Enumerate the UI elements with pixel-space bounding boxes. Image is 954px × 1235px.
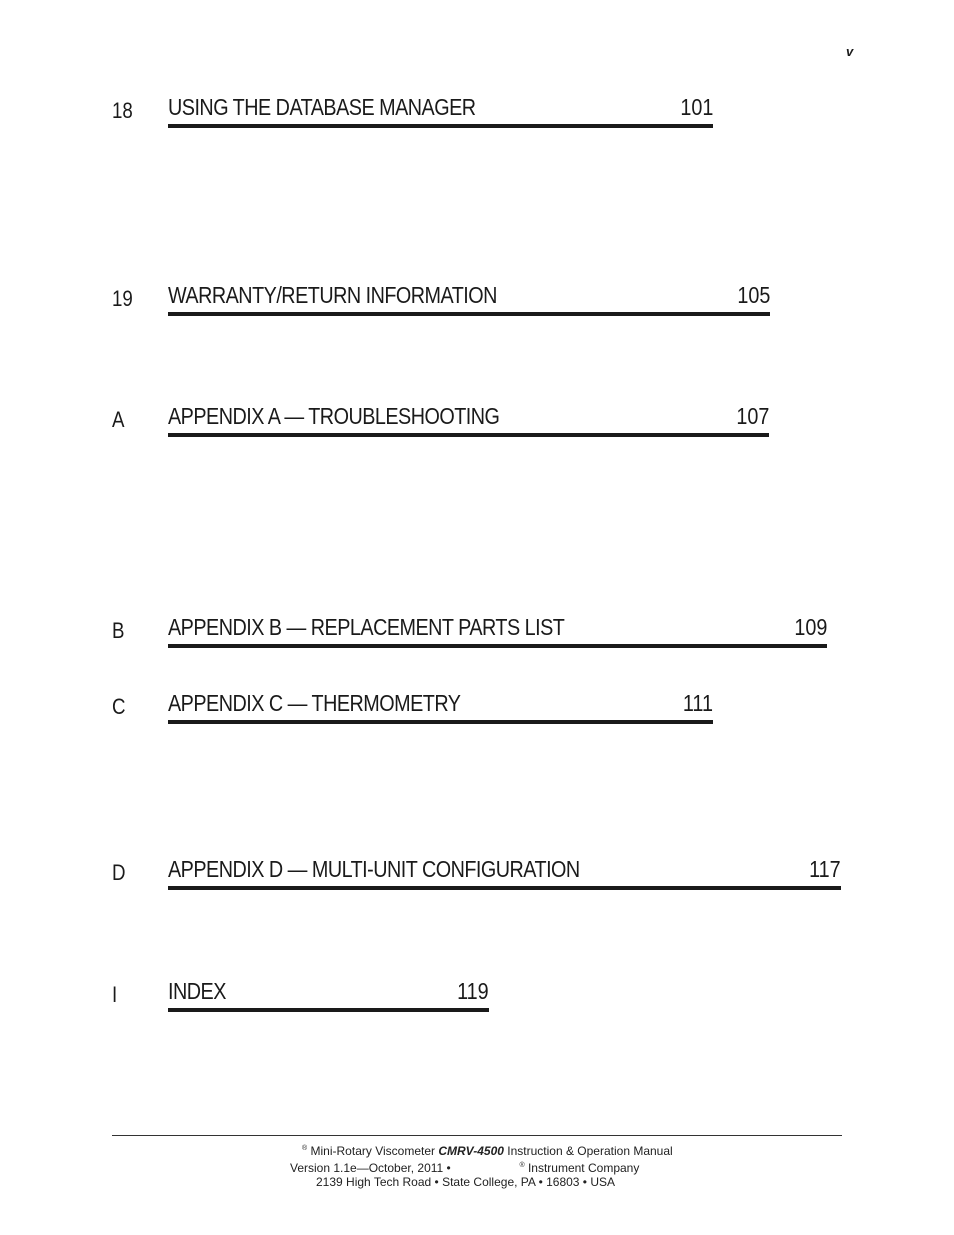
toc-entry-number: 18 <box>112 98 133 123</box>
footer-company: Instrument Company <box>527 1161 640 1175</box>
toc-entry-page: 101 <box>679 94 713 120</box>
toc-entry-title: APPENDIX B — REPLACEMENT PARTS LIST <box>168 614 565 640</box>
toc-entry-rule <box>168 612 827 648</box>
toc-entry-number: D <box>112 860 126 885</box>
registered-mark: ® <box>519 1162 525 1169</box>
toc-entry-title: APPENDIX A — TROUBLESHOOTING <box>168 403 500 429</box>
footer-product: Mini-Rotary Viscometer <box>310 1144 435 1158</box>
footer-manual: Instruction & Operation Manual <box>507 1144 673 1158</box>
toc-entry-page: 111 <box>682 690 713 716</box>
toc-entry-rule <box>168 280 770 316</box>
toc-entry-rule <box>168 401 769 437</box>
toc-entry-rule <box>168 976 489 1012</box>
toc-entry-title: WARRANTY/RETURN INFORMATION <box>168 282 497 308</box>
registered-mark: ® <box>302 1145 308 1152</box>
footer-divider <box>112 1135 842 1136</box>
toc-entry-number: C <box>112 694 126 719</box>
toc-entry-page: 109 <box>793 614 827 640</box>
toc-entry-rule <box>168 688 713 724</box>
footer-address-line <box>316 1174 615 1191</box>
toc-entry-number: 19 <box>112 286 133 311</box>
toc-entry-title: APPENDIX D — MULTI-UNIT CONFIGURATION <box>168 856 580 882</box>
toc-entry-page: 119 <box>457 978 489 1004</box>
toc-entry-number: I <box>112 982 118 1007</box>
toc-entry-rule <box>168 92 713 128</box>
toc-entry-title: USING THE DATABASE MANAGER <box>168 94 476 120</box>
toc-entry-number: A <box>112 407 125 432</box>
toc-entry-title: INDEX <box>168 978 226 1004</box>
toc-entry-page: 105 <box>736 282 770 308</box>
footer-version: Version 1.1e—October, 2011 • <box>290 1161 451 1175</box>
footer-model: CMRV-4500 <box>438 1144 504 1158</box>
toc-entry-number: B <box>112 618 125 643</box>
toc-entry-page: 107 <box>735 403 769 429</box>
toc-entry-page: 117 <box>809 856 841 882</box>
footer-address: 2139 High Tech Road • State College, PA • 16803 • USA <box>316 1175 616 1189</box>
toc-entry-rule <box>168 854 841 890</box>
toc-entry-title: APPENDIX C — THERMOMETRY <box>168 690 461 716</box>
page-number: v <box>846 44 854 59</box>
